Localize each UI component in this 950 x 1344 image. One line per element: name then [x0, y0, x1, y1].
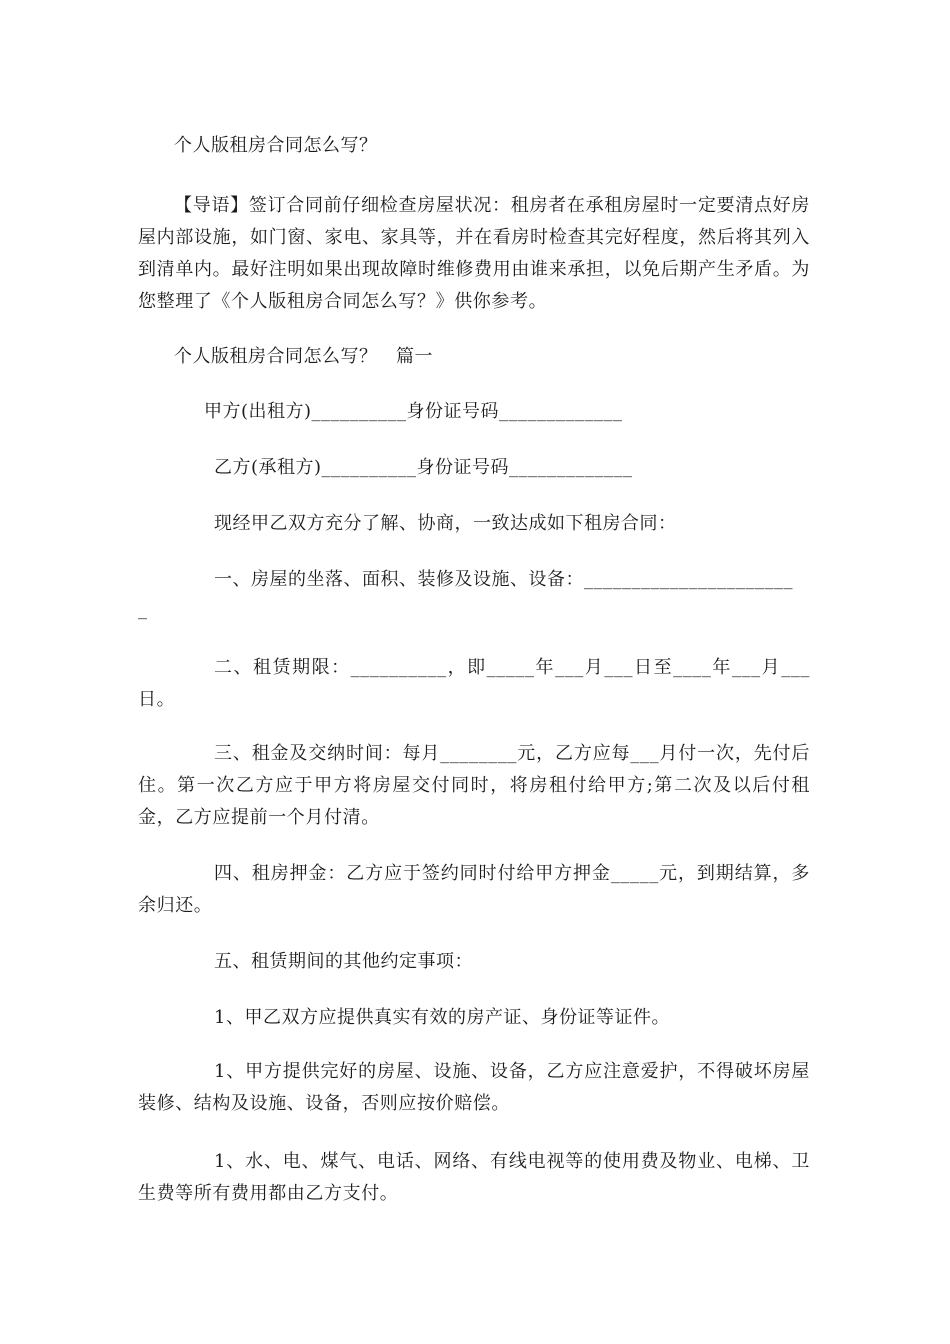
section-heading: 个人版租房合同怎么写？ 篇一 [174, 346, 433, 367]
item-3: 1、水、电、煤气、电话、网络、有线电视等的使用费及物业、电梯、卫生费等所有费用都由乙方支付。 [138, 1151, 810, 1204]
clause-1-continuation: _ [138, 599, 148, 620]
clause-3: 三、租金及交纳时间：每月________元，乙方应每___月付一次，先付后住。第一次乙方应于甲方将房屋交付同时，将房租付给甲方;第二次及以后付租金，乙方应提前一个月付清。 [138, 743, 810, 828]
clause-1: 一、房屋的坐落、面积、装修及设施、设备：______________________ [214, 569, 793, 590]
intro-paragraph: 【导语】签订合同前仔细检查房屋状况：租房者在承租房屋时一定要清点好房屋内部设施，如门窗、家电、家具等，并在看房时检查其完好程度，然后将其列入到清单内。最好注明如果出现故障时维修费用由谁来承担，以免后期产生矛盾。为您整理了《个人版租房合同怎么写？》供你参考。 [138, 195, 810, 312]
clause-2: 二、租赁期限：__________，即_____年___月___日至____年___月___日。 [138, 657, 810, 710]
document-title: 个人版租房合同怎么写？ [174, 135, 378, 156]
clause-5: 五、租赁期间的其他约定事项： [214, 951, 473, 972]
item-1: 1、甲乙双方应提供真实有效的房产证、身份证等证件。 [214, 1007, 670, 1028]
preamble-paragraph: 现经甲乙双方充分了解、协商，一致达成如下租房合同： [214, 513, 677, 534]
item-2: 1、甲方提供完好的房屋、设施、设备，乙方应注意爱护，不得破坏房屋装修、结构及设施、设备，否则应按价赔偿。 [138, 1061, 810, 1114]
party-a-line: 甲方(出租方)__________身份证号码_____________ [204, 401, 623, 422]
clause-4: 四、租房押金：乙方应于签约同时付给甲方押金_____元，到期结算，多余归还。 [138, 863, 810, 916]
party-b-line: 乙方(承租方)__________身份证号码_____________ [214, 457, 633, 478]
